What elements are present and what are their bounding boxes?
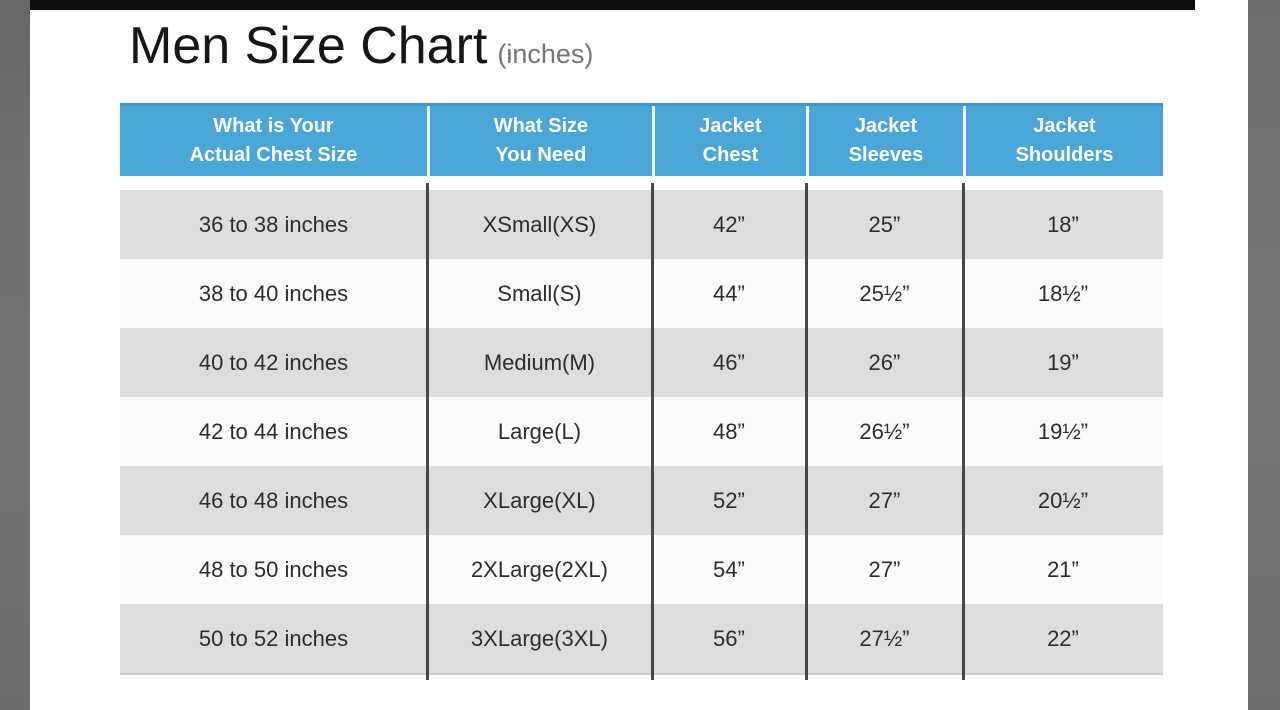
right-letterbox-strip	[1248, 0, 1280, 710]
cell-jacket-chest: 46”	[713, 349, 745, 375]
cell-jacket-shoulders: 21”	[1047, 556, 1079, 582]
cell-jacket-shoulders: 20½”	[1037, 487, 1089, 513]
cell-jacket-shoulders: 22”	[1047, 625, 1079, 651]
cell-size-needed: XLarge(XL)	[483, 487, 596, 513]
header-line: Actual Chest Size	[189, 144, 358, 166]
header-chest-size	[120, 106, 427, 176]
table-row	[120, 604, 1163, 673]
header-line: What is Your	[213, 115, 334, 137]
column-divider-line	[805, 183, 808, 680]
table-row	[120, 535, 1163, 604]
cell-chest-range: 50 to 52 inches	[198, 625, 349, 651]
header-line: Jacket	[1033, 115, 1096, 137]
cell-size-needed: Large(L)	[497, 418, 582, 444]
cell-jacket-chest: 44”	[713, 280, 745, 306]
cell-chest-range: 46 to 48 inches	[198, 487, 349, 513]
table-row	[120, 397, 1163, 466]
cell-size-needed: Small(S)	[497, 280, 582, 306]
cell-jacket-chest: 54”	[713, 556, 745, 582]
size-chart-table	[120, 103, 1163, 675]
cell-chest-range: 40 to 42 inches	[198, 349, 349, 375]
page-title	[129, 18, 593, 74]
header-jacket-sleeves	[806, 106, 963, 176]
header-jacket-shoulders	[963, 106, 1163, 176]
cell-jacket-shoulders: 19”	[1047, 349, 1079, 375]
cell-size-needed: 2XLarge(2XL)	[470, 556, 608, 582]
top-black-bar	[30, 0, 1195, 10]
cell-size-needed: XSmall(XS)	[482, 211, 597, 237]
page-title-text: Men Size Chart	[129, 17, 488, 75]
header-jacket-chest	[652, 106, 806, 176]
header-line: Jacket	[854, 115, 918, 137]
cell-jacket-shoulders: 18½”	[1037, 280, 1089, 306]
cell-jacket-sleeves: 25”	[868, 211, 901, 237]
cell-chest-range: 42 to 44 inches	[198, 418, 349, 444]
header-line: Jacket	[699, 115, 762, 137]
cell-jacket-chest: 56”	[713, 625, 745, 651]
header-line: You Need	[495, 144, 587, 166]
cell-chest-range: 48 to 50 inches	[198, 556, 349, 582]
cell-jacket-sleeves: 26½”	[859, 418, 910, 444]
cell-jacket-sleeves: 27½”	[859, 625, 910, 651]
page-title-unit-suffix: (inches)	[497, 39, 594, 69]
header-line: What Size	[493, 115, 589, 137]
left-letterbox-strip	[0, 0, 30, 710]
cell-jacket-chest: 52”	[713, 487, 745, 513]
cell-jacket-shoulders: 19½”	[1037, 418, 1089, 444]
cell-jacket-chest: 48”	[713, 418, 745, 444]
column-divider-line	[962, 183, 965, 680]
table-body	[120, 190, 1163, 675]
cell-size-needed: 3XLarge(3XL)	[470, 625, 608, 651]
header-line: Chest	[702, 144, 759, 166]
cell-jacket-sleeves: 27”	[868, 487, 901, 513]
column-divider-line	[426, 183, 429, 680]
table-header-row	[120, 103, 1163, 176]
table-row	[120, 328, 1163, 397]
column-divider-line	[651, 183, 654, 680]
cell-chest-range: 36 to 38 inches	[198, 211, 349, 237]
cell-jacket-sleeves: 25½”	[859, 280, 910, 306]
cell-jacket-sleeves: 27”	[868, 556, 901, 582]
cell-chest-range: 38 to 40 inches	[198, 280, 349, 306]
header-line: Shoulders	[1015, 144, 1114, 166]
table-row	[120, 466, 1163, 535]
table-row	[120, 190, 1163, 259]
cell-size-needed: Medium(M)	[483, 349, 596, 375]
header-size-needed	[427, 106, 652, 176]
table-row	[120, 259, 1163, 328]
cell-jacket-sleeves: 26”	[868, 349, 901, 375]
header-line: Sleeves	[848, 144, 924, 166]
cell-jacket-shoulders: 18”	[1047, 211, 1079, 237]
cell-jacket-chest: 42”	[713, 211, 745, 237]
